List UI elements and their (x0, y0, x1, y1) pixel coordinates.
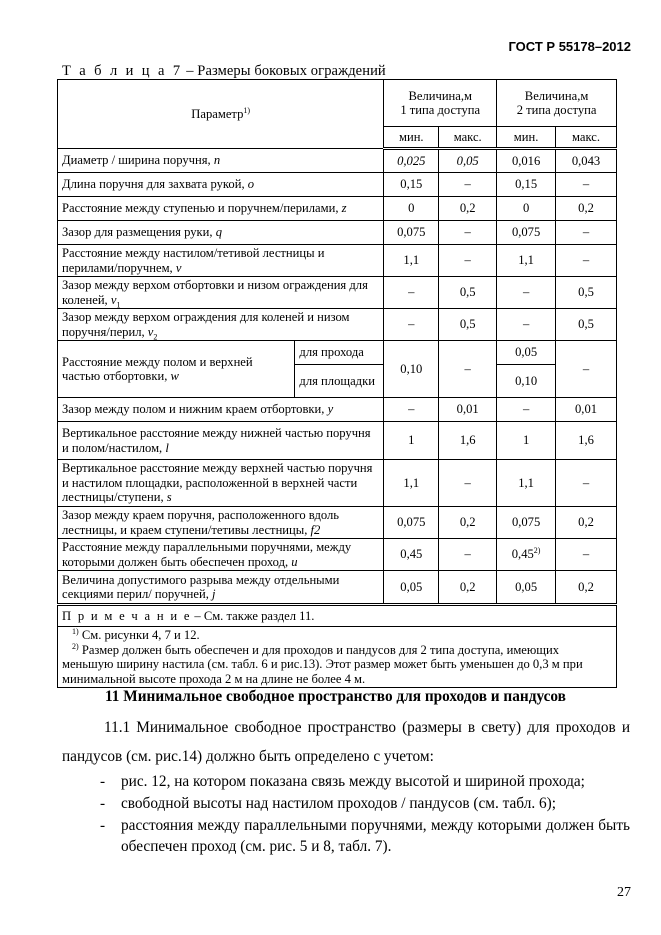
row-label: Зазор между верхом отбортовки и низом ограждения для коленей, $v_1$ (58, 277, 384, 309)
sub-label-passage: для прохода (295, 341, 384, 365)
row-label: Длина поручня для захвата рукой, o (58, 173, 384, 197)
value-cell: 0,2 (556, 507, 617, 539)
footnote-2: $^{2)}$ Размер должен быть обеспечен и для проходов и пандусов для 2 типа доступа, имеющих меньшую ширину настила (см. табл. 6 и рис.13). Этот размер может быть уменьшен до 0,3 м при минимальной высоте прохода 2 м на длине не более 4 м. (62, 641, 583, 686)
row-label: Вертикальное расстояние между верхней частью поручня и настилом площадки, расположенной в верхней части лестницы/ступени, s (58, 460, 384, 507)
row-label: Расстояние между настилом/тетивой лестницы и перилами/поручнем, v (58, 245, 384, 277)
value-cell: 0,075 (384, 507, 439, 539)
page-number: 27 (617, 885, 631, 900)
max-header-1: макс. (439, 127, 497, 149)
value-cell: – (556, 221, 617, 245)
table-row (58, 460, 617, 507)
sub-label-platform: для площадки (295, 365, 384, 398)
min-header-1: мин. (384, 127, 439, 149)
value-cell: – (384, 309, 439, 341)
value-cell: 0,5 (439, 277, 497, 309)
value-cell: 0,2 (439, 197, 497, 221)
table-row (58, 277, 617, 309)
value-cell: 0,10 (497, 365, 556, 398)
value-cell: – (439, 539, 497, 571)
table-row (58, 422, 617, 460)
row-label: Вертикальное расстояние между нижней частью поручня и полом/настилом, l (58, 422, 384, 460)
list-item: - рис. 12, на котором показана связь между высотой и шириной прохода; (100, 773, 585, 790)
list-item: - свободной высоты над настилом проходов / пандусов (см. табл. 6); (100, 795, 556, 812)
value-cell: 1,6 (556, 422, 617, 460)
value-cell: – (556, 539, 617, 571)
value-cell: – (439, 173, 497, 197)
table-note: П р и м е ч а н и е – См. также раздел 11. (58, 605, 617, 627)
table-row (58, 149, 617, 173)
value-cell: 0,2 (439, 507, 497, 539)
value-cell: – (439, 341, 497, 398)
value-cell: 0,15 (384, 173, 439, 197)
value-cell: 1 (384, 422, 439, 460)
row-label: Зазор между полом и нижним краем отбортовки, y (58, 398, 384, 422)
row-label: Расстояние между полом и верхней частью отбортовки, w (58, 341, 295, 398)
value-cell: – (497, 277, 556, 309)
value-cell: – (497, 309, 556, 341)
value-cell: – (556, 173, 617, 197)
value-type1-header: Величина,м 1 типа доступа (384, 80, 497, 127)
value-cell: 0,05 (497, 571, 556, 605)
max-header-2: макс. (556, 127, 617, 149)
value-cell: 1,6 (439, 422, 497, 460)
value-cell: 0,075 (497, 507, 556, 539)
requirements-list (100, 771, 630, 858)
value-cell: 1,1 (384, 245, 439, 277)
value-cell: 0,15 (497, 173, 556, 197)
value-cell: 0,025 (384, 149, 439, 173)
value-cell: – (439, 460, 497, 507)
min-header-2: мин. (497, 127, 556, 149)
section-paragraph: 11.1 Минимальное свободное пространство (размеры в свету) для проходов и пандусов (см. рис.14) должно быть определено с учетом: (62, 719, 630, 765)
value-cell: 1,1 (497, 245, 556, 277)
value-cell: 0,45 (384, 539, 439, 571)
table-row (58, 398, 617, 422)
value-cell: 0,2 (439, 571, 497, 605)
table-caption-prefix: Т а б л и ц а 7 (62, 63, 183, 79)
value-type2-header: Величина,м 2 типа доступа (497, 80, 617, 127)
row-label: Величина допустимого разрыва между отдельными секциями перил/ поручней, j (58, 571, 384, 605)
table-row (58, 507, 617, 539)
value-cell: 1,1 (497, 460, 556, 507)
row-label: Расстояние между параллельными поручнями, между которыми должен быть обеспечен проход, u (58, 539, 384, 571)
section-title: 11 Минимальное свободное пространство для проходов и пандусов (105, 688, 566, 705)
value-cell: 0,10 (384, 341, 439, 398)
table-row (58, 571, 617, 605)
row-label: Зазор между краем поручня, расположенного вдоль лестницы, и краем ступени/тетивы лестницы, f2 (58, 507, 384, 539)
value-cell: – (556, 245, 617, 277)
value-cell: 0,5 (439, 309, 497, 341)
value-cell: – (556, 460, 617, 507)
value-cell: 0,01 (556, 398, 617, 422)
dimensions-table (57, 79, 617, 688)
value-cell: 0,016 (497, 149, 556, 173)
value-cell: 1 (497, 422, 556, 460)
value-cell: – (497, 398, 556, 422)
table-row (58, 221, 617, 245)
value-cell: 0,45$^{2)}$ (497, 539, 556, 571)
table-caption-text: – Размеры боковых ограждений (182, 63, 386, 79)
value-cell: 0,2 (556, 197, 617, 221)
value-cell: 0,2 (556, 571, 617, 605)
value-cell: 0,075 (497, 221, 556, 245)
value-cell: 1,1 (384, 460, 439, 507)
footnote-ref: 2) (533, 546, 541, 556)
table-caption (62, 63, 386, 80)
value-cell: – (556, 341, 617, 398)
row-label: Зазор для размещения руки, q (58, 221, 384, 245)
table-row (58, 173, 617, 197)
table-row (58, 197, 617, 221)
value-cell: 0,043 (556, 149, 617, 173)
value-cell: 0 (497, 197, 556, 221)
value-cell: 0,05 (439, 149, 497, 173)
value-cell: 0,075 (384, 221, 439, 245)
value-cell: 0 (384, 197, 439, 221)
value-cell: – (384, 398, 439, 422)
table-footnotes (58, 627, 617, 688)
value-cell: – (439, 221, 497, 245)
table-row (58, 539, 617, 571)
value-cell: 0,5 (556, 277, 617, 309)
footnote-1: $^{1)}$ См. рисунки 4, 7 и 12. (72, 626, 200, 642)
table-row (58, 245, 617, 277)
row-label: Зазор между верхом ограждения для коленей и низом поручня/перил, $v_2$ (58, 309, 384, 341)
param-header: Параметр$^{1)}$ (58, 80, 384, 149)
list-item: - расстояния между параллельными поручнями, между которыми должен быть обеспечен проход (см. рис. 5 и 8, табл. 7). (100, 817, 630, 855)
document-header: ГОСТ Р 55178–2012 (508, 39, 631, 54)
row-label: Расстояние между ступенью и поручнем/перилами, z (58, 197, 384, 221)
param-header-footnote: 1) (243, 105, 251, 115)
table-row-split (58, 341, 617, 365)
value-cell: 0,01 (439, 398, 497, 422)
table-row (58, 309, 617, 341)
value-cell: 0,5 (556, 309, 617, 341)
value-cell: – (384, 277, 439, 309)
row-label: Диаметр / ширина поручня, n (58, 149, 384, 173)
value-cell: 0,05 (384, 571, 439, 605)
value-cell: – (439, 245, 497, 277)
value-cell: 0,05 (497, 341, 556, 365)
